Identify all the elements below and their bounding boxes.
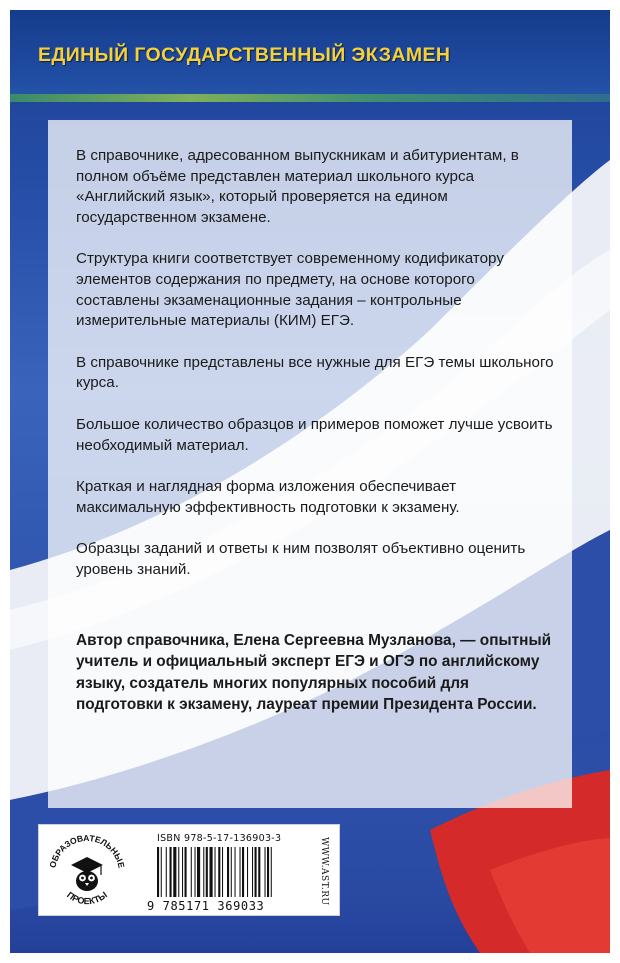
description-text bbox=[76, 146, 556, 602]
barcode-block bbox=[38, 824, 340, 916]
isbn-number: ISBN 978-5-17-136903-3 bbox=[157, 833, 282, 844]
paragraph: Большое количество образцов и примеров поможет лучше усвоить необходимый материал. bbox=[76, 415, 553, 454]
svg-text:ПРОЕКТЫ bbox=[65, 890, 109, 907]
logo-bottom-text: ПРОЕКТЫ bbox=[65, 889, 110, 907]
barcode-digits: 9 785171 369033 bbox=[147, 899, 265, 913]
book-back-cover bbox=[10, 10, 610, 953]
owl-in-graduation-cap-icon bbox=[71, 857, 103, 891]
publisher-logo bbox=[45, 829, 129, 911]
header-stripe bbox=[10, 94, 610, 102]
author-note: Автор справочника, Елена Сергеевна Музланова, — опытный учитель и официальный эксперт ЕГЭ и ОГЭ по английскому языку, создатель многих популярных пособий для подготовки к экзамену, лауреат премии Президента России. bbox=[76, 632, 552, 714]
series-title: ЕДИНЫЙ ГОСУДАРСТВЕННЫЙ ЭКЗАМЕН bbox=[38, 44, 451, 66]
paragraph: Образцы заданий и ответы к ним позволят объективно оценить уровень знаний. bbox=[76, 540, 526, 578]
barcode-bars bbox=[157, 847, 307, 899]
paragraph: В справочнике представлены все нужные для ЕГЭ темы школьного курса. bbox=[76, 353, 554, 392]
paragraph: Структура книги соответствует современному кодификатору элементов содержания по предмету, на основе которого составлены экзаменационные задания – контрольные измерительные материалы (КИМ) ЕГЭ. bbox=[76, 250, 504, 330]
logo-top-text: ОБРАЗОВАТЕЛЬНЫЕ bbox=[47, 832, 127, 869]
paragraph: Краткая и наглядная форма изложения обеспечивает максимальную эффективность подготовки к экзамену. bbox=[76, 478, 460, 516]
publisher-website: WWW.AST.RU bbox=[319, 837, 329, 906]
paragraph: В справочнике, адресованном выпускникам и абитуриентам, в полном объёме представлен материал школьного курса «Английский язык», который проверяется на едином государственном экзамене. bbox=[76, 147, 519, 226]
description-panel bbox=[48, 120, 572, 808]
